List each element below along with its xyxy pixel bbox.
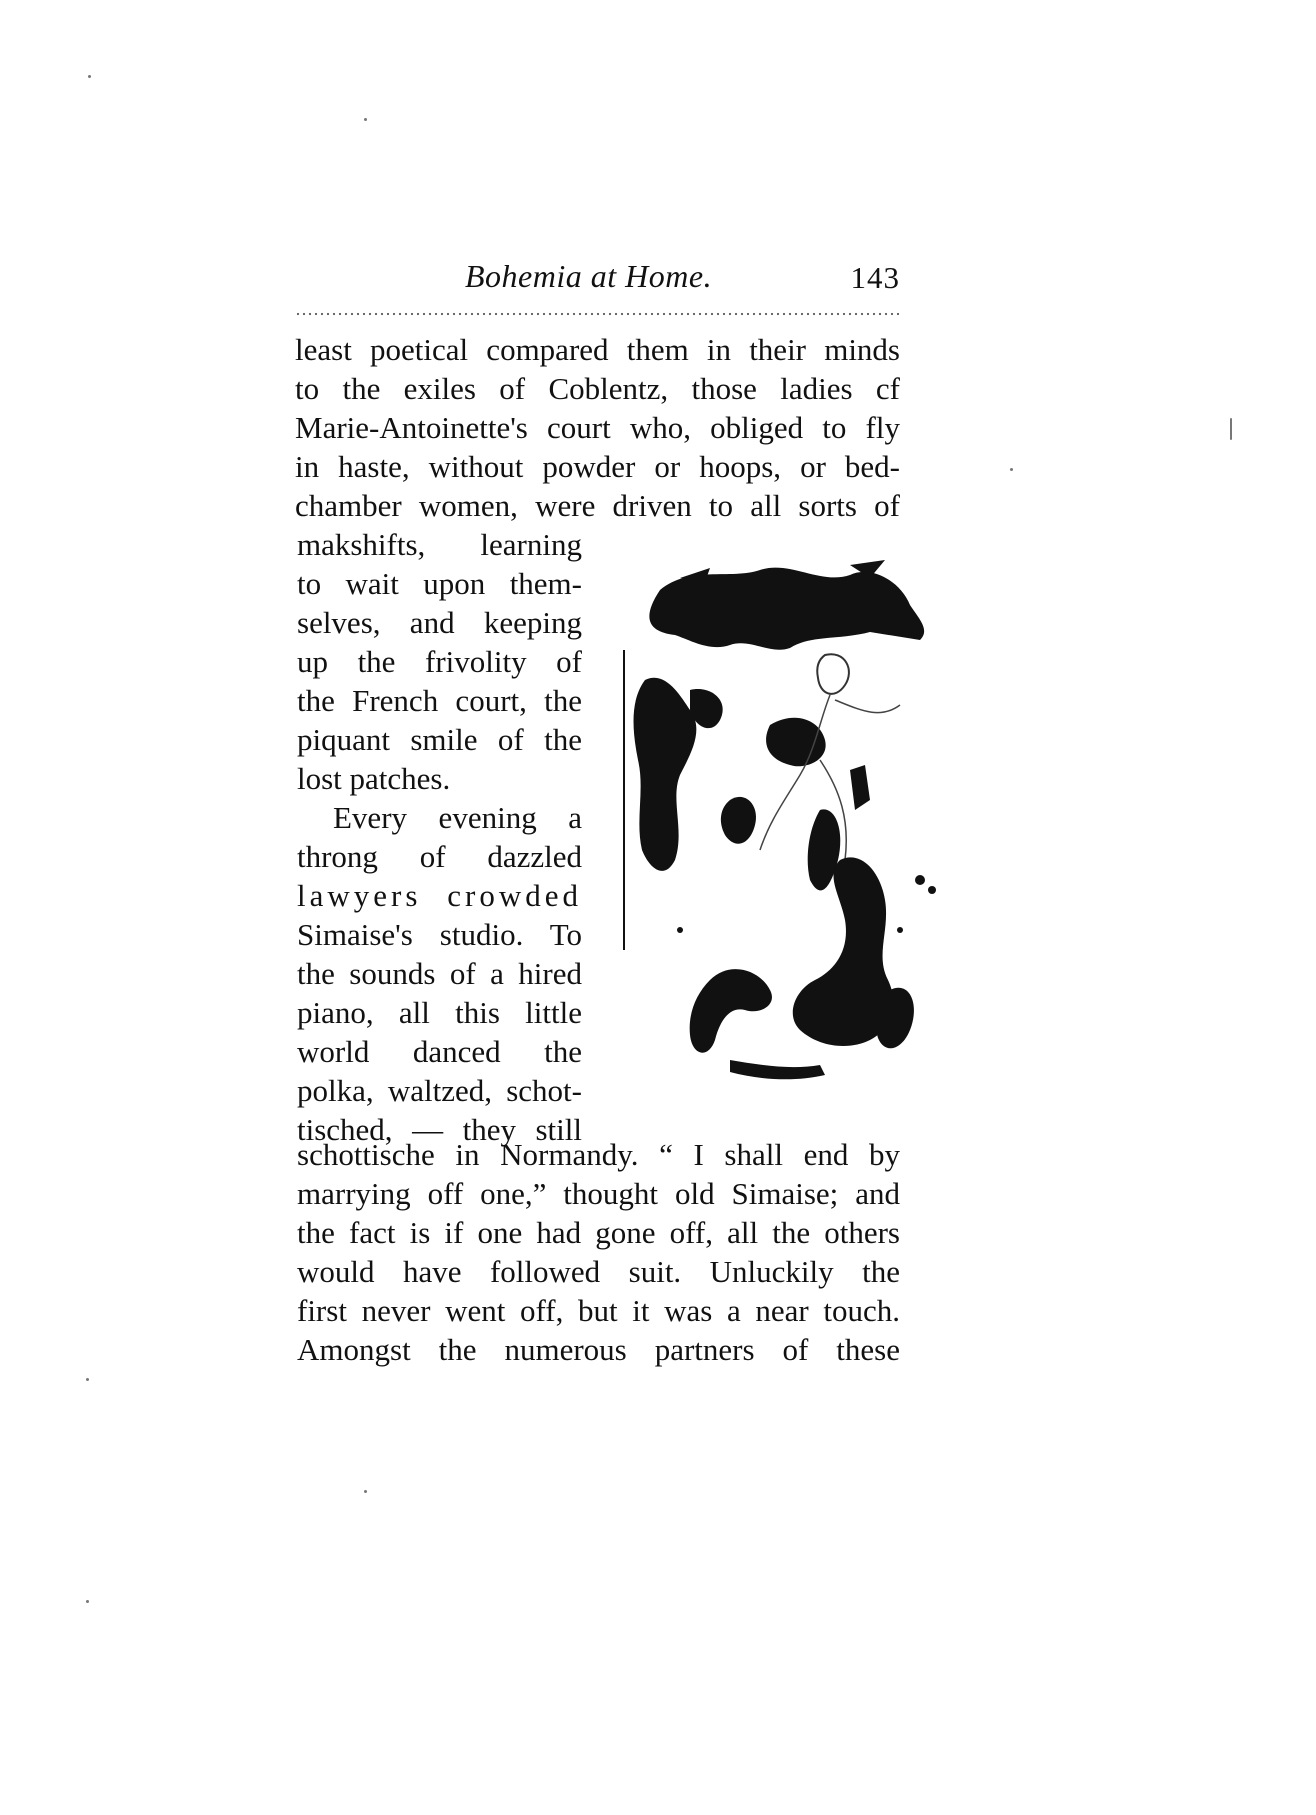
scan-speck xyxy=(86,1378,89,1381)
scan-speck xyxy=(1010,468,1013,471)
text-line: polka, waltzed, schot- xyxy=(297,1073,582,1108)
text-line: least poetical compared them in their minds xyxy=(295,332,900,367)
text-line: tisched, — they still xyxy=(297,1112,582,1147)
text-line: piano, all this little xyxy=(297,995,582,1030)
text-line: in haste, without powder or hoops, or bed- xyxy=(295,449,900,484)
scan-speck xyxy=(364,1490,367,1493)
text-line: makshifts, learning xyxy=(297,527,582,562)
scan-speck xyxy=(88,75,91,78)
text-line: Simaise's studio. To xyxy=(297,917,582,952)
text-line: lawyers crowded xyxy=(297,878,582,913)
scan-speck xyxy=(364,118,367,121)
text-line: to the exiles of Coblentz, those ladies cf xyxy=(295,371,900,406)
wrapped-text-column xyxy=(297,525,582,1149)
text-line: the fact is if one had gone off, all the others xyxy=(297,1215,900,1250)
text-line: first never went off, but it was a near touch. xyxy=(297,1293,900,1328)
page-number: 143 xyxy=(850,260,900,295)
scan-speck xyxy=(86,1600,89,1603)
paragraph-top xyxy=(295,330,900,525)
text-line: the French court, the xyxy=(297,683,582,718)
scan-speck xyxy=(1230,418,1232,440)
text-line: lost patches. xyxy=(297,761,451,796)
text-line: schottische in Normandy. “ I shall end by xyxy=(297,1137,900,1172)
running-head xyxy=(295,258,900,302)
paragraph-bottom xyxy=(297,1135,900,1369)
running-title: Bohemia at Home. xyxy=(465,258,713,294)
text-line: Every evening a xyxy=(333,800,582,835)
header-ornamental-rule xyxy=(295,311,900,317)
dancer-illustration xyxy=(620,560,972,1120)
text-line: would have followed suit. Unluckily the xyxy=(297,1254,900,1289)
text-line: to wait upon them- xyxy=(297,566,582,601)
text-line: piquant smile of the xyxy=(297,722,582,757)
text-line: the sounds of a hired xyxy=(297,956,582,991)
text-line: Marie-Antoinette's court who, obliged to fly xyxy=(295,410,900,445)
text-line: throng of dazzled xyxy=(297,839,582,874)
text-line: up the frivolity of xyxy=(297,644,582,679)
text-line: world danced the xyxy=(297,1034,582,1069)
text-line: chamber women, were driven to all sorts of xyxy=(295,488,900,523)
text-line: selves, and keeping xyxy=(297,605,582,640)
text-line: marrying off one,” thought old Simaise; and xyxy=(297,1176,900,1211)
text-line: Amongst the numerous partners of these xyxy=(297,1332,900,1367)
